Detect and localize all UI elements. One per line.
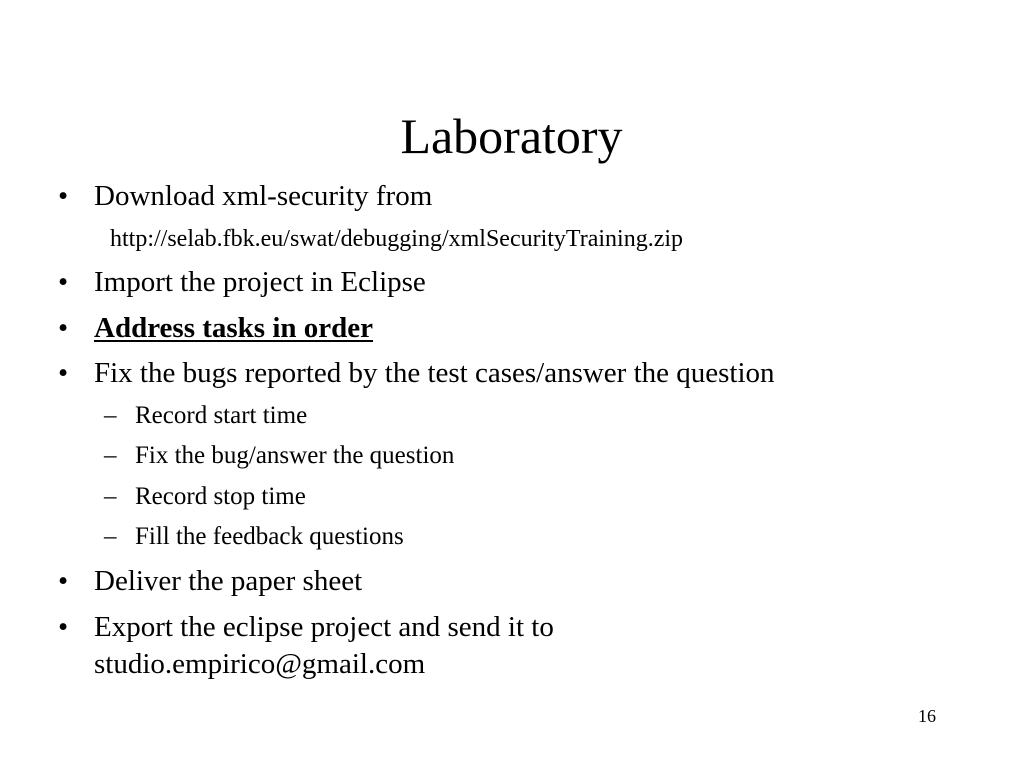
dash-icon: –: [104, 483, 117, 510]
sub-list-item-text: Record start time: [135, 402, 308, 429]
bullet-icon: •: [58, 611, 69, 643]
sub-list-item: [104, 400, 904, 432]
list-item: [58, 178, 958, 214]
bullet-icon: •: [58, 565, 69, 597]
list-item-text: Export the eclipse project and send it to: [94, 611, 554, 643]
dash-icon: –: [104, 523, 117, 550]
sub-list-item: [104, 440, 904, 472]
list-item: [58, 264, 958, 300]
sub-list-item-text: Record stop time: [135, 483, 306, 510]
bullet-icon: •: [58, 357, 69, 389]
sub-list-item-text: Fix the bug/answer the question: [135, 442, 455, 469]
list-item-text: Fix the bugs reported by the test cases/answer the question: [94, 357, 775, 389]
list-item: [58, 355, 958, 391]
list-item: [58, 310, 958, 346]
list-item-text-emphasis: Address tasks in order: [94, 312, 374, 344]
list-item-text: Download xml-security from: [94, 180, 433, 212]
email-address: studio.empirico@gmail.com: [94, 648, 426, 680]
dash-icon: –: [104, 442, 117, 469]
bullet-icon: •: [58, 312, 69, 344]
sub-list-item: [104, 481, 904, 513]
list-item-text: Deliver the paper sheet: [94, 565, 363, 597]
slide-title: Laboratory: [400, 108, 623, 164]
list-item-text: Import the project in Eclipse: [94, 266, 426, 298]
dash-icon: –: [104, 402, 117, 429]
bullet-icon: •: [58, 266, 69, 298]
list-item: [58, 563, 958, 599]
sub-list-item: [104, 521, 904, 553]
bullet-icon: •: [58, 180, 69, 212]
download-url: http://selab.fbk.eu/swat/debugging/xmlSecurityTraining.zip: [110, 226, 684, 252]
list-item: [58, 609, 958, 645]
page-number: 16: [918, 706, 936, 726]
sub-list-item-text: Fill the feedback questions: [135, 523, 404, 550]
